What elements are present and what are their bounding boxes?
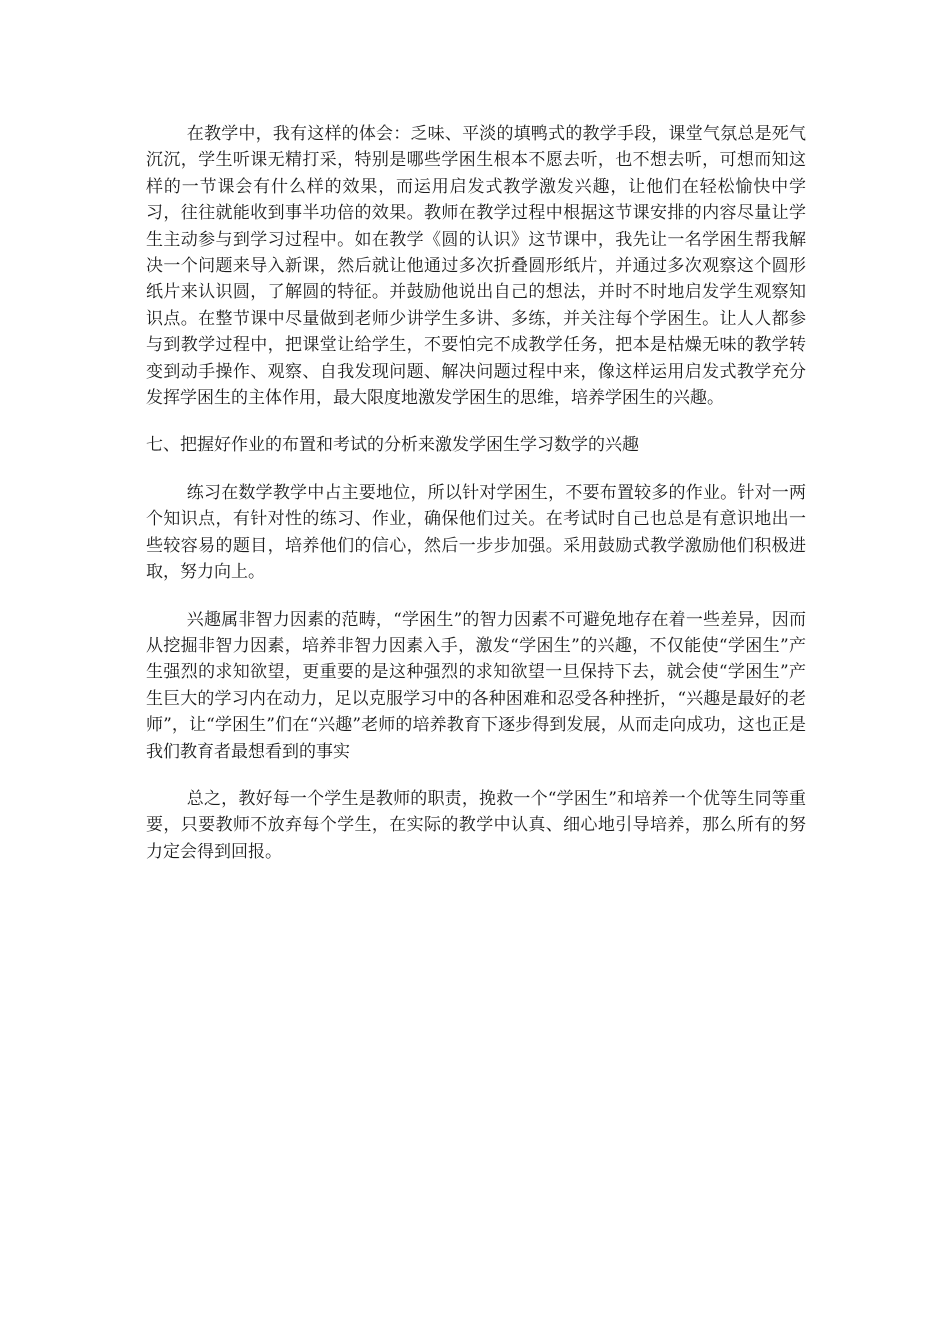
paragraph-homework-exams: 练习在数学教学中占主要地位，所以针对学困生，不要布置较多的作业。针对一两个知识点，有针对性的练习、作业，确保他们过关。在考试时自己也总是有意识地出一些较容易的题目，培养他们的信心，然后一步步加强。采用鼓励式教学激励他们积极进取，努力向上。 (146, 482, 806, 583)
paragraph-interest-factors: 兴趣属非智力因素的范畴，“学困生”的智力因素不可避免地存在着一些差异，因而从挖掘非智力因素，培养非智力因素入手，激发“学困生”的兴趣，不仅能使“学困生”产生强烈的求知欲望，更重要的是这种强烈的求知欲望一旦保持下去，就会使“学困生”产生巨大的学习内在动力，足以克服学习中的各种困难和忍受各种挫折，“兴趣是最好的老师”，让“学困生”们在“兴趣”老师的培养教育下逐步得到发展，从而走向成功，这也正是我们教育者最想看到的事实 (146, 609, 806, 762)
section-heading-seven: 七、把握好作业的布置和考试的分析来激发学困生学习数学的兴趣 (146, 435, 639, 456)
paragraph-conclusion: 总之，教好每一个学生是教师的职责，挽救一个“学困生”和培养一个优等生同等重要，只要教师不放弃每个学生，在实际的教学中认真、细心地引导培养，那么所有的努力定会得到回报。 (146, 788, 806, 862)
document-body (146, 121, 806, 865)
paragraph-heuristic-teaching: 在教学中，我有这样的体会：乏味、平淡的填鸭式的教学手段，课堂气氛总是死气沉沉，学生听课无精打采，特别是哪些学困生根本不愿去听，也不想去听，可想而知这样的一节课会有什么样的效果，而运用启发式教学激发兴趣，让他们在轻松愉快中学习，往往就能收到事半功倍的效果。教师在教学过程中根据这节课安排的内容尽量让学生主动参与到学习过程中。如在教学《圆的认识》这节课中，我先让一名学困生帮我解决一个问题来导入新课，然后就让他通过多次折叠圆形纸片，并通过多次观察这个圆形纸片来认识圆，了解圆的特征。并鼓励他说出自己的想法，并时不时地启发学生观察知识点。在整节课中尽量做到老师少讲学生多讲、多练，并关注每个学困生。让人人都参与到教学过程中，把课堂让给学生，不要怕完不成教学任务，把本是枯燥无味的教学转变到动手操作、观察、自我发现问题、解决问题过程中来，像这样运用启发式教学充分发挥学困生的主体作用，最大限度地激发学困生的思维，培养学困生的兴趣。 (146, 124, 806, 409)
